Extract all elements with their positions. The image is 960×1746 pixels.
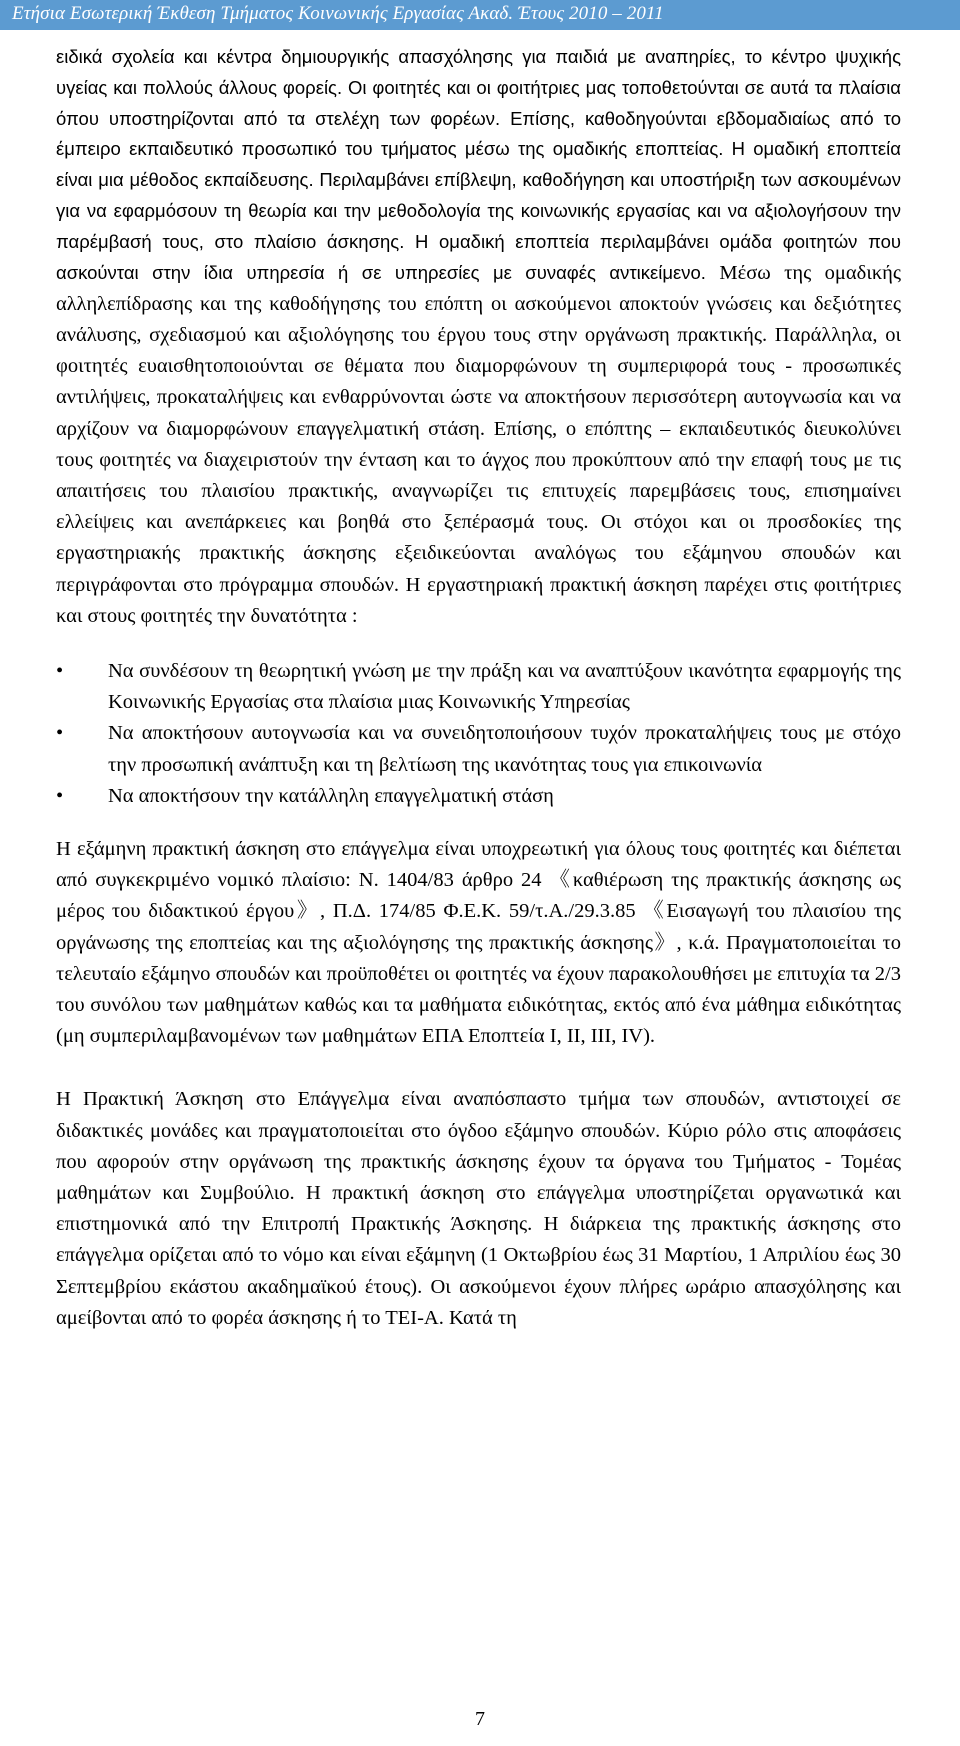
- list-item: [56, 656, 901, 718]
- spacer: [56, 632, 901, 656]
- list-item: [56, 781, 901, 812]
- list-item-text: Να συνδέσουν τη θεωρητική γνώση με την πράξη και να αναπτύξουν ικανότητα εφαρμογής της Κοινωνικής Εργασίας στα πλαίσια μιας Κοινωνικής Υπηρεσίας: [108, 660, 901, 714]
- paragraph-practice-organization: Η Πρακτική Άσκηση στο Επάγγελμα είναι αναπόσπαστο τμήμα των σπουδών, αντιστοιχεί σε διδακτικές μονάδες και πραγματοποιείται στο όγδοο εξάμηνο σπουδών. Κύριο ρόλο στις αποφάσεις που αφορούν στην οργάνωση της πρακτικής άσκησης έχουν τα όργανα του Τμήματος - Τομέας μαθημάτων και Συμβούλιο. Η πρακτική άσκηση στο επάγγελμα υποστηρίζεται οργανωτικά και επιστημονικά από την Επιτροπή Πρακτικής Άσκησης. Η διάρκεια της πρακτικής άσκησης στο επάγγελμα ορίζεται από το νόμο και είναι εξάμηνη (1 Οκτωβρίου έως 31 Μαρτίου, 1 Απριλίου έως 30 Σεπτεμβρίου εκάστου ακαδημαϊκού έτους). Οι ασκούμενοι έχουν πλήρες ωράριο απασχόλησης και αμείβονται από το φορέα άσκησης ή το ΤΕΙ-Α. Κατά τη: [56, 1088, 901, 1329]
- spacer: [56, 1052, 901, 1084]
- paragraph-legal-framework: Η εξάμηνη πρακτική άσκηση στο επάγγελμα είναι υποχρεωτική για όλους τους φοιτητές και διέπεται από συγκεκριμένο νομικό πλαίσιο: Ν. 1404/83 άρθρο 24 《καθιέρωση της πρακτικής άσκησης ως μέρος του διδακτικού έργου》, Π.Δ. 174/85 Φ.Ε.Κ. 59/τ.Α./29.3.85 《Εισαγωγή του πλαισίου της οργάνωσης της εποπτείας και της αξιολόγησης της πρακτικής άσκησης》, κ.ά. Πραγματοποιείται το τελευταίο εξάμηνο σπουδών και προϋποθέτει οι φοιτητές να έχουν παρακολουθήσει με επιτυχία τα 2/3 του συνόλου των μαθημάτων καθώς και τα μαθήματα ειδικότητας, εκτός από ένα μάθημα ειδικότητας (μη συμπεριλαμβανομένων των μαθημάτων ΕΠΑ Εποπτεία Ι, ΙΙ, ΙΙΙ, ΙV).: [56, 838, 901, 1048]
- objectives-list: [56, 656, 901, 812]
- bullet-icon: •: [56, 784, 64, 807]
- list-item-text: Να αποκτήσουν αυτογνωσία και να συνειδητοποιήσουν τυχόν προκαταλήψεις τους με στόχο την προσωπική ανάπτυξη και τη βελτίωση της ικανότητας τους για επικοινωνία: [108, 722, 901, 776]
- bullet-icon: •: [56, 660, 64, 683]
- page-number: 7: [475, 1708, 485, 1730]
- paragraph-supervision-part-1: ειδικά σχολεία και κέντρα δημιουργικής απασχόλησης για παιδιά με αναπηρίες, το κέντρο ψυχικής υγείας και πολλούς άλλους φορείς. Οι φοιτητές και οι φοιτήτριες μας τοποθετούνται σε αυτά τα πλαίσια όπου υποστηρίζονται από τα στελέχη των φορέων. Επίσης, καθοδηγούνται εβδομαδιαίως από το έμπειρο εκπαιδευτικό προσωπικό του τμήματος μέσω της ομαδικής εποπτείας. Η ομαδική εποπτεία είναι μια μέθοδος εκπαίδευσης. Περιλαμβάνει επίβλεψη, καθοδήγηση και υποστήριξη των ασκουμένων για να εφαρμόσουν τη θεωρία και την μεθοδολογία της κοινωνικής εργασίας και να αξιολογήσουν την παρέμβασή τους, στο πλαίσιο άσκησης. Η ομαδική εποπτεία περιλαμβάνει ομάδα φοιτητών που ασκούνται στην ίδια υπηρεσία ή σε υπηρεσίες με συναφές αντικείμενο.: [56, 46, 901, 283]
- paragraph-supervision-part-2: Μέσω της ομαδικής αλληλεπίδρασης και της καθοδήγησης του επόπτη οι ασκούμενοι αποκτούν γνώσεις και δεξιότητες ανάλυσης, σχεδιασμού και αξιολόγησης του έργου τους στην οργάνωση πρακτικής. Παράλληλα, οι φοιτητές ευαισθητοποιούνται σε θέματα που διαμορφώνουν τη συμπεριφορά τους - προσωπικές αντιλήψεις, προκαταλήψεις και ενθαρρύνονται ώστε να αποκτήσουν περισσότερη αυτογνωσία και να αρχίζουν να διαμορφώνουν επαγγελματική στάση. Επίσης, ο επόπτης – εκπαιδευτικός διευκολύνει τους φοιτητές να διαχειριστούν την ένταση και το άγχος που προκύπτουν από την επαφή τους με τις απαιτήσεις του πλαισίου πρακτικής, αναγνωρίζει τις επιτυχείς παρεμβάσεις τους, επισημαίνει ελλείψεις και ανεπάρκειες και βοηθά στο ξεπέρασμά τους. Οι στόχοι και οι προσδοκίες της εργαστηριακής πρακτικής άσκησης εξειδικεύονται αναλόγως του εξάμηνου σπουδών και περιγράφονται στο πρόγραμμα σπουδών. Η εργαστηριακή πρακτική άσκηση παρέχει στις φοιτήτριες και στους φοιτητές την δυνατότητα :: [56, 261, 902, 627]
- spacer: [56, 812, 901, 834]
- list-item: [56, 718, 901, 780]
- document-body: [56, 42, 901, 1334]
- list-item-text: Να αποκτήσουν την κατάλληλη επαγγελματική στάση: [108, 784, 554, 807]
- bullet-icon: •: [56, 722, 64, 745]
- running-header: [0, 0, 960, 30]
- paragraph-supervision: [56, 42, 901, 632]
- running-header-title: Ετήσια Εσωτερική Έκθεση Τμήματος Κοινωνικής Εργασίας Ακαδ. Έτους 2010 – 2011: [12, 3, 664, 24]
